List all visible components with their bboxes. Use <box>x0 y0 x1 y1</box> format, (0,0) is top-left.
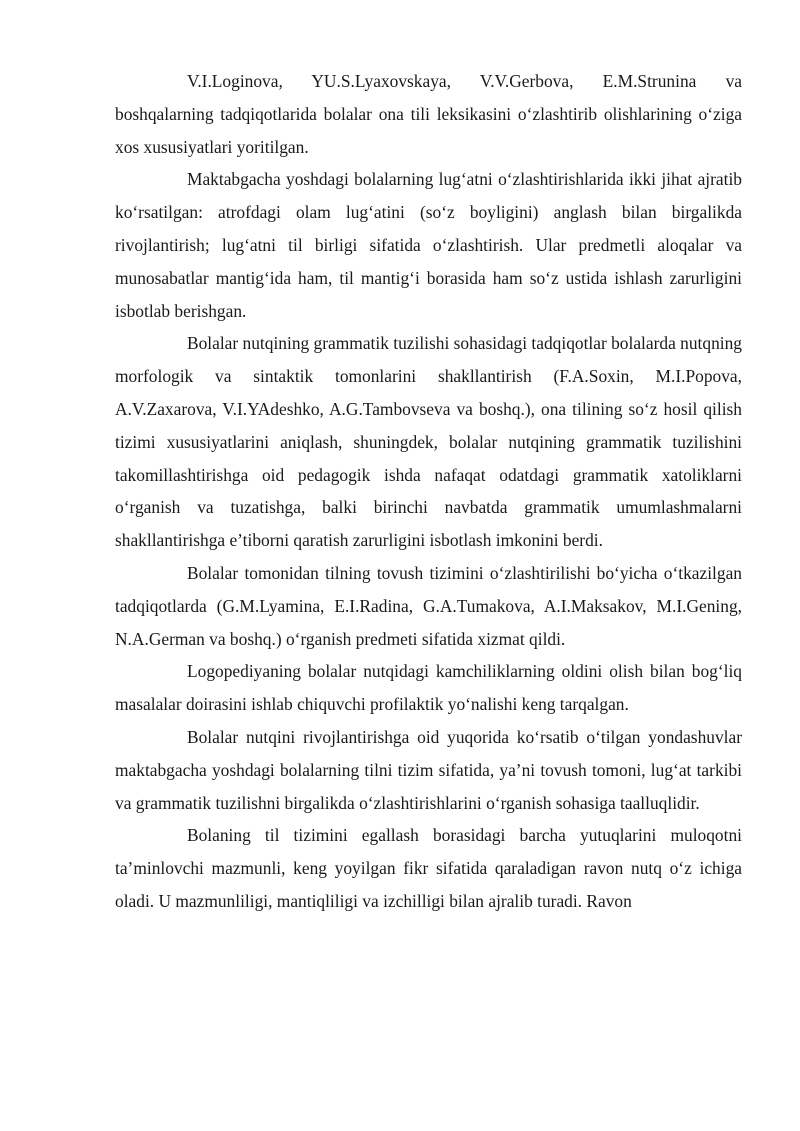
paragraph-4: Bolalar tomonidan tilning tovush tizimini o‘zlashtirilishi bo‘yicha o‘tkazilgan tadqiqotlarda (G.M.Lyamina, E.I.Radina, G.A.Tumakova, A.I.Maksakov, M.I.Gening, N.A.German va boshq.) o‘rganish predmeti sifatida xizmat qildi. <box>115 562 742 649</box>
paragraph-6: Bolalar nutqini rivojlantirishga oid yuqorida ko‘rsatib o‘tilgan yondashuvlar maktabgacha yoshdagi bolalarning tilni tizim sifatida, ya’ni tovush tomoni, lug‘at tarkibi va grammatik tuzilishni birgalikda o‘zlashtirishlarini o‘rganish sohasiga taalluqlidir. <box>115 726 742 813</box>
paragraph-1: V.I.Loginova, YU.S.Lyaxovskaya, V.V.Gerbova, E.M.Strunina va boshqalarning tadqiqotlarida bolalar ona tili leksikasini o‘zlashtirib olishlarining o‘ziga xos xususiyatlari yoritilgan. <box>115 71 742 157</box>
paragraph-3: Bolalar nutqining grammatik tuzilishi sohasidagi tadqiqotlar bolalarda nutqning morfologik va sintaktik tomonlarini shakllantirish (F.A.Soxin, M.I.Popova, A.V.Zaxarova, V.I.YAdeshko, A.G.Tambovseva va boshq.), ona tilining so‘z hosil qilish tizimi xususiyatlarini aniqlash, shuningdek, bolalar nutqining grammatik tuzilishini takomillashtirishga oid pedagogik ishda nafaqat odatdagi grammatik xatoliklarni o‘rganish va tuzatishga, balki birinchi navbatda grammatik umumlashmalarni shakllantirishga e’tiborni qaratish zarurligini isbotlash imkonini berdi. <box>115 333 742 551</box>
paragraph-7: Bolaning til tizimini egallash borasidagi barcha yutuqlarini muloqotni ta’minlovchi mazmunli, keng yoyilgan fikr sifatida qaraladigan ravon nutq o‘z ichiga oladi. U mazmunliligi, mantiqliligi va izchilligi bilan ajralib turadi. Ravon <box>115 825 742 911</box>
paragraph-5: Logopediyaning bolalar nutqidagi kamchiliklarning oldini olish bilan bog‘liq masalalar doirasini ishlab chiquvchi profilaktik yo‘nalishi keng tarqalgan. <box>115 661 742 715</box>
document-page <box>115 65 742 918</box>
paragraph-2: Maktabgacha yoshdagi bolalarning lug‘atni o‘zlashtirishlarida ikki jihat ajratib ko‘rsatilgan: atrofdagi olam lug‘atini (so‘z boyligini) anglash bilan birgalikda rivojlantirish; lug‘atni til birligi sifatida o‘zlashtirish. Ular predmetli aloqalar va munosabatlar mantig‘ida ham, til mantig‘i borasida ham so‘z ustida ishlash zarurligini isbotlab berishgan. <box>115 169 742 321</box>
